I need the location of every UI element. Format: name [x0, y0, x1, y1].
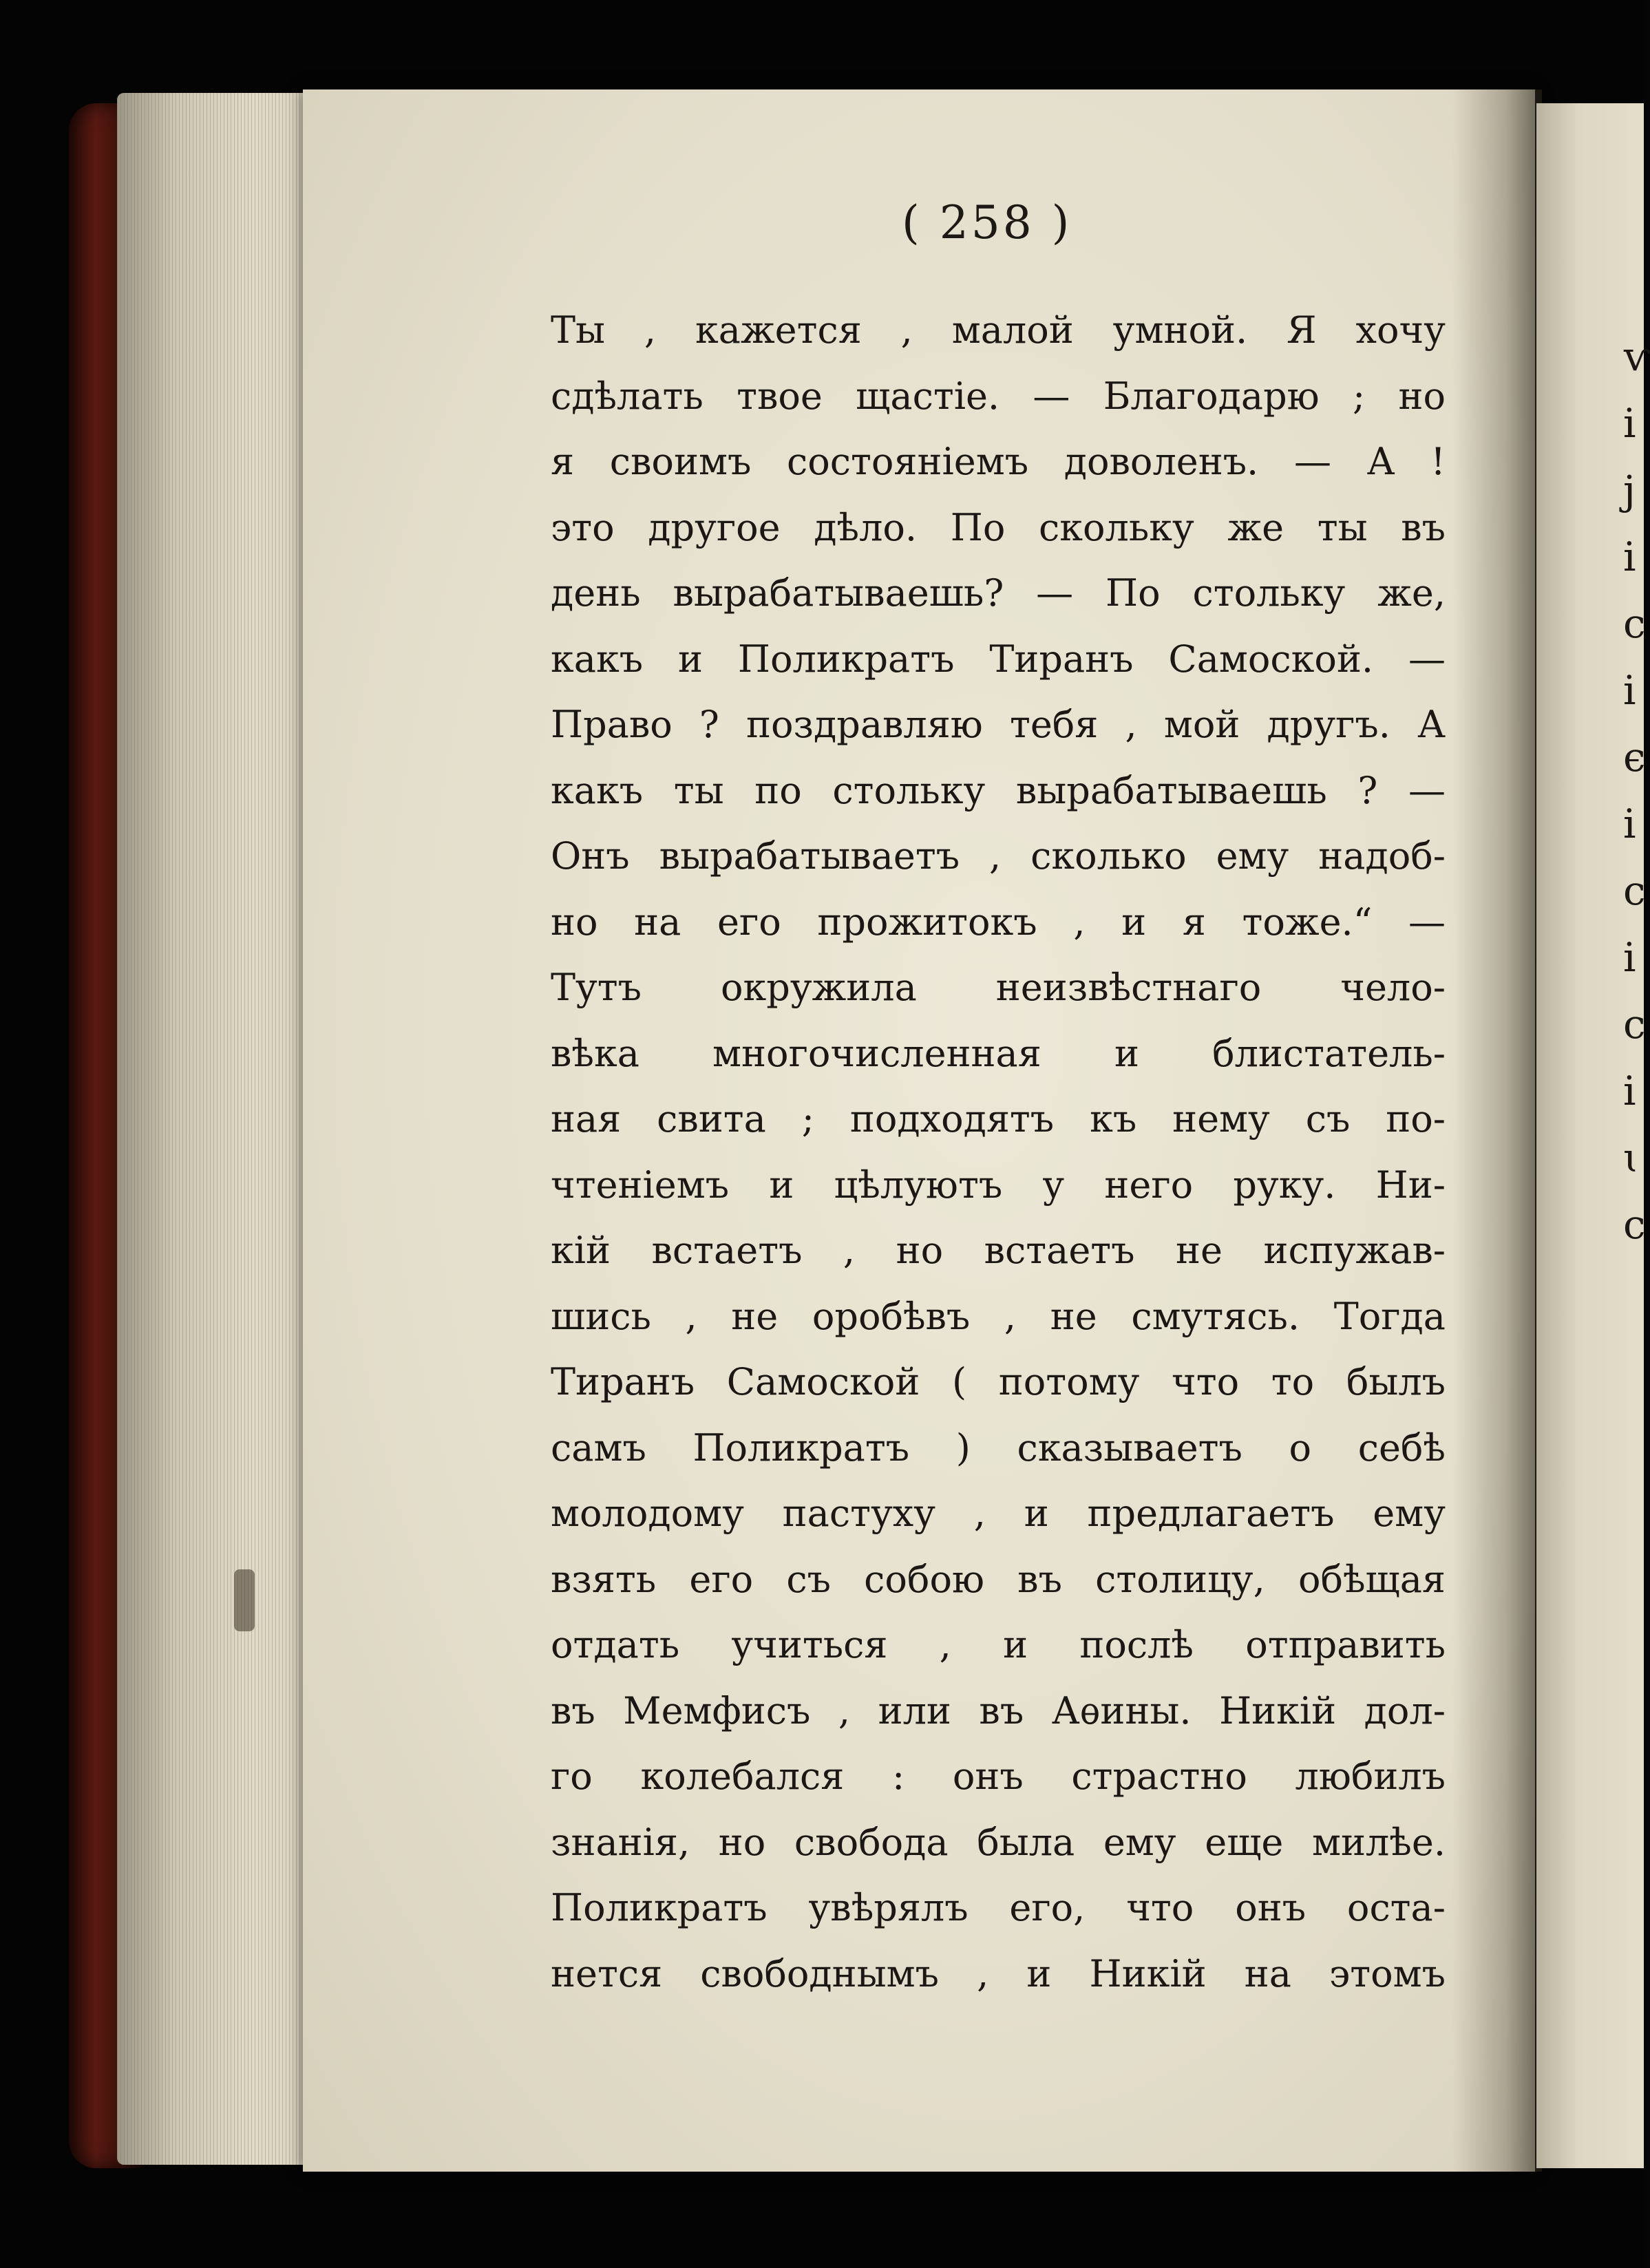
text-line: Ты , кажется , малой умной. Я хочу	[551, 308, 1446, 352]
text-line: Право ? поздравляю тебя , мой другъ. А	[551, 703, 1446, 746]
text-line: Поликратъ увѣрялъ его, что онъ оста-	[551, 1886, 1446, 1929]
facing-page-glyph: ѵ	[1623, 333, 1650, 380]
page-gutter	[1452, 89, 1542, 2172]
text-line: отдать учиться , и послѣ отправить	[551, 1623, 1446, 1666]
text-line: сдѣлать твое щастіе. — Благодарю ; но	[551, 374, 1446, 418]
text-line: самъ Поликратъ ) сказываетъ о себѣ	[551, 1426, 1446, 1470]
facing-page-glyph: і	[1623, 801, 1636, 847]
text-line: это другое дѣло. По скольку же ты въ	[551, 505, 1446, 549]
page-edges	[117, 93, 317, 2165]
text-line: кій встаетъ , но встаетъ не испужав-	[551, 1229, 1446, 1272]
facing-page-glyph: і	[1623, 934, 1636, 981]
text-line: я своимъ состояніемъ доволенъ. — А !	[551, 440, 1446, 483]
text-line: какъ и Поликратъ Тиранъ Самоской. —	[551, 637, 1446, 681]
text-line: вѣка многочисленная и блистатель-	[551, 1031, 1446, 1075]
page-body-text	[551, 297, 1446, 2006]
facing-page-glyph: є	[1623, 734, 1646, 781]
text-line: взять его съ собою въ столицу, обѣщая	[551, 1557, 1446, 1601]
text-line: Тутъ окружила неизвѣстнаго чело-	[551, 966, 1446, 1009]
text-line: знанія, но свобода была ему еще милѣе.	[551, 1820, 1446, 1864]
facing-page-glyph: с	[1623, 1001, 1646, 1048]
text-line: го колебался : онъ страстно любилъ	[551, 1755, 1446, 1798]
text-line: день вырабатываешь? — По стольку же,	[551, 571, 1446, 615]
facing-page-text	[1623, 324, 1650, 1248]
facing-page-glyph: і	[1623, 1068, 1636, 1114]
facing-page-glyph: ɩ	[1623, 1134, 1639, 1181]
facing-page-glyph: с	[1623, 600, 1646, 647]
text-line: чтеніемъ и цѣлуютъ у него руку. Ни-	[551, 1163, 1446, 1207]
facing-page-glyph: с	[1623, 867, 1646, 914]
page-number: ( 258 )	[902, 196, 1072, 249]
facing-page-glyph: і	[1623, 400, 1636, 447]
text-line: Онъ вырабатываетъ , сколько ему надоб-	[551, 834, 1446, 878]
facing-page-glyph: ј	[1623, 467, 1636, 513]
text-line: въ Мемфисъ , или въ Аѳины. Никій дол-	[551, 1688, 1446, 1732]
text-line: нется свободнымъ , и Никій на этомъ	[551, 1951, 1446, 1995]
text-line: какъ ты по стольку вырабатываешь ? —	[551, 768, 1446, 812]
ink-stain	[234, 1569, 255, 1631]
facing-page-glyph: і	[1623, 533, 1636, 580]
facing-page-glyph: і	[1623, 667, 1636, 714]
text-line: но на его прожитокъ , и я тоже.“ —	[551, 900, 1446, 944]
text-line: молодому пастуху , и предлагаетъ ему	[551, 1492, 1446, 1535]
text-line: Тиранъ Самоской ( потому что то былъ	[551, 1360, 1446, 1403]
text-line: шись , не оробѣвъ , не смутясь. Тогда	[551, 1294, 1446, 1338]
facing-page-glyph: с	[1623, 1201, 1646, 1248]
text-line: ная свита ; подходятъ къ нему съ по-	[551, 1097, 1446, 1141]
